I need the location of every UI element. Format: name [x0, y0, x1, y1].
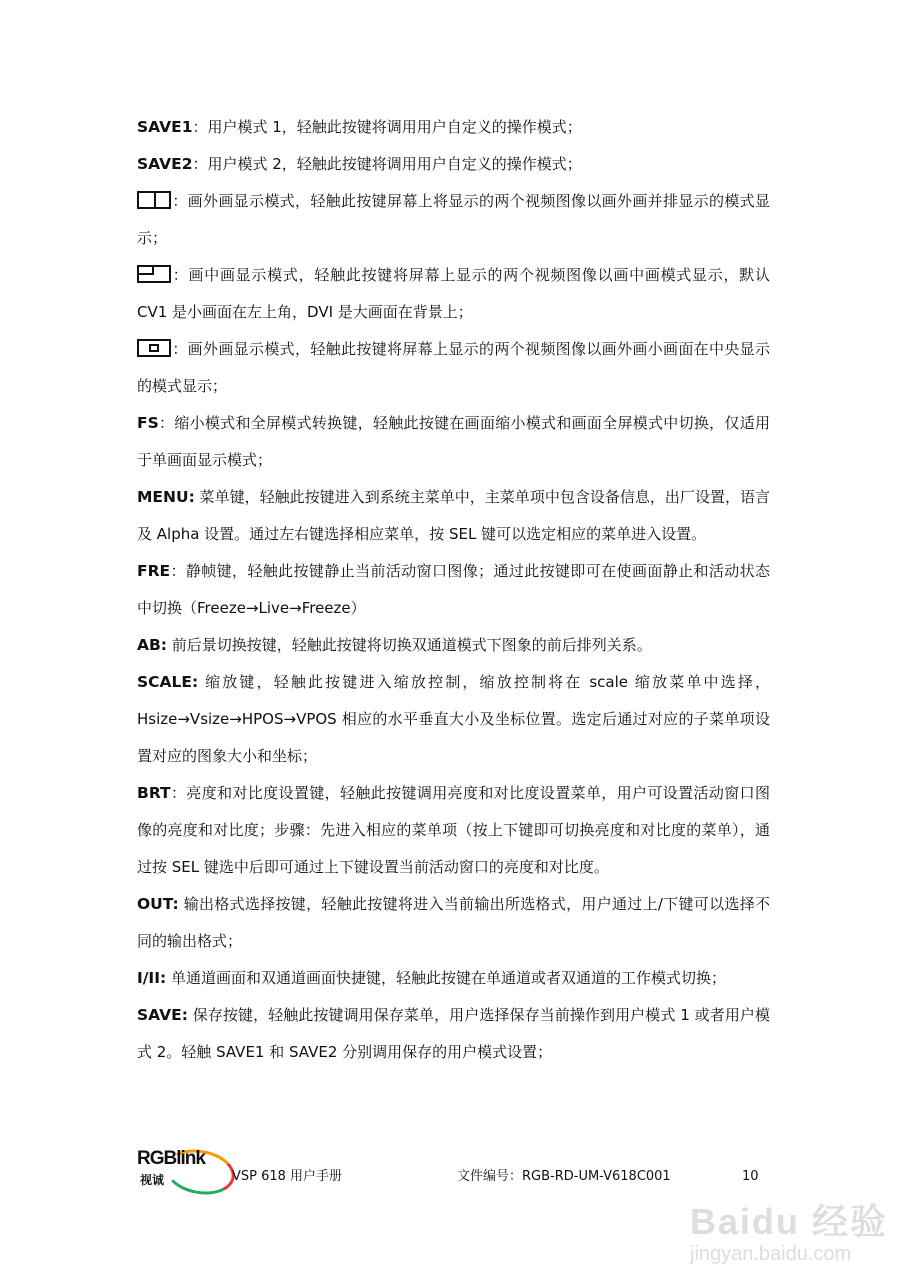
- key-description: ：画外画显示模式，轻触此按键屏幕上将显示的两个视频图像以画外画并排显示的模式显示；: [137, 192, 770, 247]
- paragraph-fs: [137, 405, 770, 479]
- document-number: 文件编号：RGB-RD-UM-V618C001: [457, 1169, 671, 1184]
- key-label: SAVE1: [137, 118, 193, 136]
- document-title: VSP 618 用户手册: [232, 1169, 343, 1184]
- key-label: SAVE2: [137, 155, 193, 173]
- logo-cn-text: 视诚: [140, 1173, 165, 1187]
- document-body: [137, 109, 770, 1071]
- page-number: 10: [742, 1169, 759, 1184]
- paragraph-side-by-side: [137, 183, 770, 257]
- paragraph-save1: [137, 109, 770, 146]
- key-description: 缩放键，轻触此按键进入缩放控制，缩放控制将在 scale 缩放菜单中选择，Hsize→Vsize→HPOS→VPOS 相应的水平垂直大小及坐标位置。选定后通过对应的子菜单项设置对应的图象大小和坐标；: [137, 673, 770, 765]
- key-label: I/II:: [137, 969, 167, 987]
- key-label: OUT:: [137, 895, 179, 913]
- key-description: 单通道画面和双通道画面快捷键，轻触此按键在单通道或者双通道的工作模式切换；: [166, 969, 726, 987]
- key-description: 菜单键，轻触此按键进入到系统主菜单中，主菜单项中包含设备信息，出厂设置，语言及 Alpha 设置。通过左右键选择相应菜单，按 SEL 键可以选定相应的菜单进入设置。: [137, 488, 770, 543]
- paragraph-scale: [137, 664, 770, 775]
- watermark-brand: Baidu 经验: [690, 1201, 889, 1242]
- key-description: 前后景切换按键，轻触此按键将切换双通道模式下图象的前后排列关系。: [167, 636, 652, 654]
- paragraph-brt: [137, 775, 770, 886]
- page-footer: [137, 1147, 817, 1197]
- key-description: ：用户模式 2，轻触此按键将调用用户自定义的操作模式；: [192, 155, 582, 173]
- watermark-url: jingyan.baidu.com: [690, 1243, 852, 1265]
- paragraph-save2: [137, 146, 770, 183]
- key-description: ：画外画显示模式，轻触此按键将屏幕上显示的两个视频图像以画外画小画面在中央显示的模式显示；: [137, 340, 770, 395]
- key-description: ：画中画显示模式，轻触此按键将屏幕上显示的两个视频图像以画中画模式显示，默认 CV1 是小画面在左上角，DVI 是大画面在背景上；: [137, 266, 770, 321]
- side-by-side-icon: [137, 191, 171, 209]
- paragraph-i-ii: [137, 960, 770, 997]
- key-description: ：用户模式 1，轻触此按键将调用用户自定义的操作模式；: [192, 118, 582, 136]
- key-description: ：静帧键，轻触此按键静止当前活动窗口图像；通过此按键即可在使画面静止和活动状态中切换（Freeze→Live→Freeze）: [137, 562, 770, 617]
- center-window-icon: [137, 339, 171, 357]
- paragraph-menu: [137, 479, 770, 553]
- key-label: MENU:: [137, 488, 195, 506]
- key-description: 输出格式选择按键，轻触此按键将进入当前输出所选格式，用户通过上/下键可以选择不同的输出格式；: [137, 895, 770, 950]
- key-label: SAVE:: [137, 1006, 188, 1024]
- paragraph-center-window: [137, 331, 770, 405]
- key-label: FS: [137, 414, 159, 432]
- paragraph-ab: [137, 627, 770, 664]
- key-description: ：亮度和对比度设置键，轻触此按键调用亮度和对比度设置菜单，用户可设置活动窗口图像的亮度和对比度；步骤：先进入相应的菜单项（按上下键即可切换亮度和对比度的菜单），通过按 SEL 键选中后即可通过上下键设置当前活动窗口的亮度和对比度。: [137, 784, 770, 876]
- key-label: BRT: [137, 784, 171, 802]
- baidu-watermark: [690, 1202, 888, 1266]
- key-label: AB:: [137, 636, 168, 654]
- logo-text: RGBlink: [137, 1148, 205, 1169]
- paragraph-fre: [137, 553, 770, 627]
- rgblink-logo: [137, 1147, 232, 1191]
- key-label: FRE: [137, 562, 171, 580]
- paragraph-save: [137, 997, 770, 1071]
- paragraph-out: [137, 886, 770, 960]
- key-description: 保存按键，轻触此按键调用保存菜单，用户选择保存当前操作到用户模式 1 或者用户模式 2。轻触 SAVE1 和 SAVE2 分别调用保存的用户模式设置；: [137, 1006, 770, 1061]
- picture-in-picture-icon: [137, 265, 171, 283]
- key-label: SCALE:: [137, 673, 199, 691]
- paragraph-pip: [137, 257, 770, 331]
- key-description: ：缩小模式和全屏模式转换键，轻触此按键在画面缩小模式和画面全屏模式中切换，仅适用于单画面显示模式；: [137, 414, 770, 469]
